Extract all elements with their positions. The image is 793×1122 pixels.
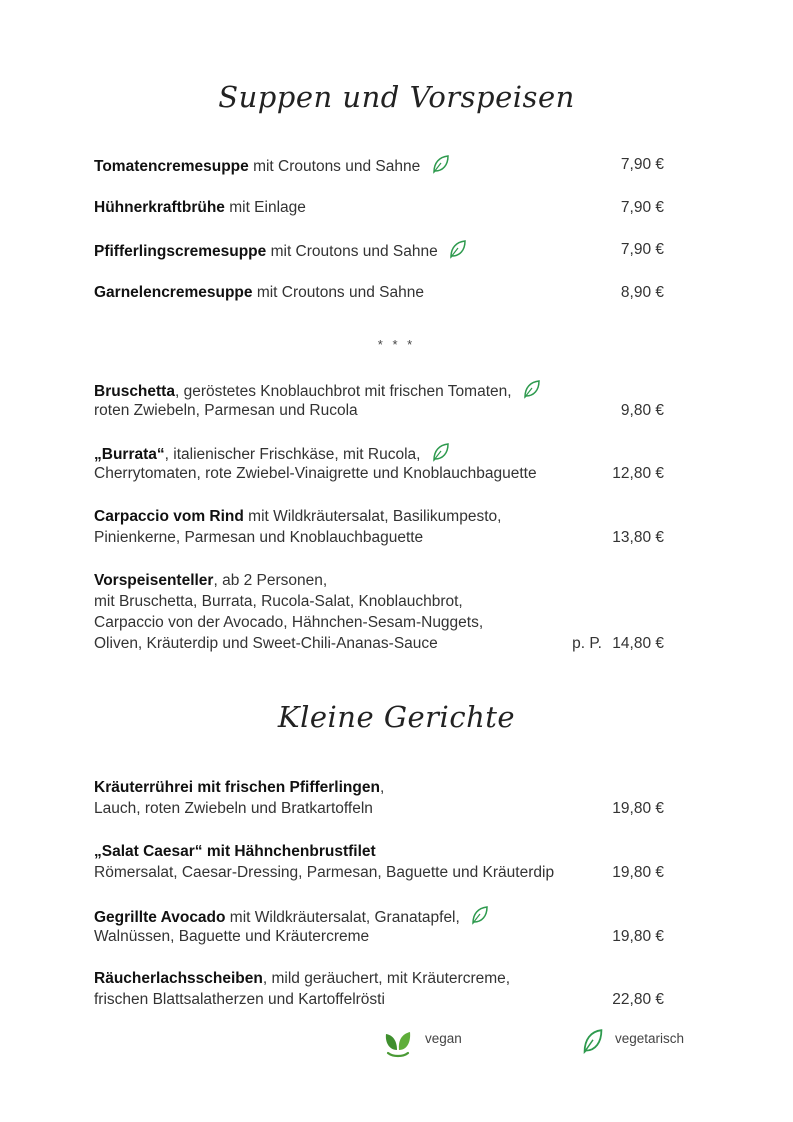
- menu-item: [94, 841, 670, 883]
- menu-item: [94, 968, 670, 1010]
- dish-price: 7,90 €: [620, 241, 664, 258]
- menu-item: [94, 379, 670, 421]
- menu-item: [94, 442, 670, 484]
- dish-name: Räucherlachsscheiben: [94, 970, 263, 987]
- dish-price: 22,80 €: [612, 991, 664, 1008]
- menu-item: [94, 282, 670, 303]
- dish-description: Römersalat, Caesar-Dressing, Parmesan, Baguette und Kräuterdip: [94, 864, 555, 881]
- dish-price: 19,80 €: [612, 864, 664, 881]
- dish-description: , geröstetes Knoblauchbrot mit frischen Tomaten,: [174, 383, 512, 400]
- dish-description: Cherrytomaten, rote Zwiebel-Vinaigrette und Knoblauchbaguette: [94, 465, 537, 482]
- dish-description: roten Zwiebeln, Parmesan und Rucola: [94, 402, 358, 419]
- vegetarian-leaf-icon: [470, 905, 490, 925]
- dish-description: mit Croutons und Sahne: [266, 243, 438, 260]
- vegetarian-leaf-icon: [448, 239, 468, 259]
- dish-name: Pfifferlingscremesuppe: [94, 243, 267, 260]
- menu-item: [94, 570, 670, 654]
- separator: * * *: [377, 337, 416, 352]
- dish-name: Gegrillte Avocado: [94, 909, 226, 926]
- dish-price: 13,80 €: [612, 529, 664, 546]
- dish-price: 12,80 €: [612, 465, 664, 482]
- per-person-label: p. P.: [572, 635, 602, 652]
- dish-description: Walnüssen, Baguette und Kräutercreme: [94, 928, 370, 945]
- legend-vegan-label: vegan: [425, 1031, 462, 1046]
- dish-description: Lauch, roten Zwiebeln und Bratkartoffeln: [94, 800, 373, 817]
- dish-description: ,: [379, 779, 385, 796]
- dish-description: mit Wildkräutersalat, Granatapfel,: [225, 909, 460, 926]
- dish-price: 9,80 €: [620, 402, 664, 419]
- dish-description: Carpaccio von der Avocado, Hähnchen-Sesam-Nuggets,: [94, 614, 484, 631]
- dish-price: 7,90 €: [620, 156, 664, 173]
- dish-description: mit Croutons und Sahne: [252, 284, 424, 301]
- legend-vegetarian-label: vegetarisch: [615, 1031, 685, 1046]
- section-title-kleine-gerichte: Kleine Gerichte: [277, 700, 516, 734]
- dish-name: Kräuterrührei mit frischen Pfifferlingen: [94, 779, 380, 796]
- dish-description: mit Bruschetta, Burrata, Rucola-Salat, Knoblauchbrot,: [94, 593, 463, 610]
- section-title-suppen: Suppen und Vorspeisen: [218, 80, 575, 114]
- dish-description: , italienischer Frischkäse, mit Rucola,: [164, 446, 421, 463]
- menu-item: [94, 506, 670, 548]
- vegan-leaves-icon: [383, 1028, 413, 1060]
- vegetarian-leaf-icon: [431, 442, 451, 462]
- dish-description: mit Einlage: [224, 199, 306, 216]
- dish-name: Carpaccio vom Rind: [94, 508, 244, 525]
- dish-name: „Burrata“: [94, 446, 165, 463]
- vegetarian-leaf-icon: [581, 1027, 605, 1055]
- vegetarian-leaf-icon: [431, 154, 451, 174]
- vegetarian-leaf-icon: [522, 379, 542, 399]
- menu-item: [94, 239, 670, 260]
- dish-price: 8,90 €: [620, 284, 664, 301]
- menu-item: [94, 777, 670, 819]
- dish-description: Pinienkerne, Parmesan und Knoblauchbaguette: [94, 529, 424, 546]
- dish-price: 19,80 €: [612, 928, 664, 945]
- dish-name: „Salat Caesar“ mit Hähnchenbrustfilet: [94, 843, 376, 860]
- dish-name: Vorspeisenteller: [94, 572, 214, 589]
- menu-item: [94, 905, 670, 947]
- dish-name: Garnelencremesuppe: [94, 284, 253, 301]
- dish-name: Hühnerkraftbrühe: [94, 199, 225, 216]
- menu-item: [94, 154, 670, 175]
- dish-description: , mild geräuchert, mit Kräutercreme,: [262, 970, 511, 987]
- dish-price: 7,90 €: [620, 199, 664, 216]
- dish-description: mit Wildkräutersalat, Basilikumpesto,: [243, 508, 502, 525]
- menu-item: [94, 197, 670, 218]
- dish-description: mit Croutons und Sahne: [248, 158, 421, 175]
- dish-name: Tomatencremesuppe: [94, 158, 249, 175]
- dish-name: Bruschetta: [94, 383, 175, 400]
- dish-price: 14,80 €: [612, 635, 664, 652]
- dish-description: Oliven, Kräuterdip und Sweet-Chili-Ananas-Sauce: [94, 635, 438, 652]
- dish-price: 19,80 €: [612, 800, 664, 817]
- dish-description: frischen Blattsalatherzen und Kartoffelrösti: [94, 991, 385, 1008]
- dish-description: , ab 2 Personen,: [213, 572, 328, 589]
